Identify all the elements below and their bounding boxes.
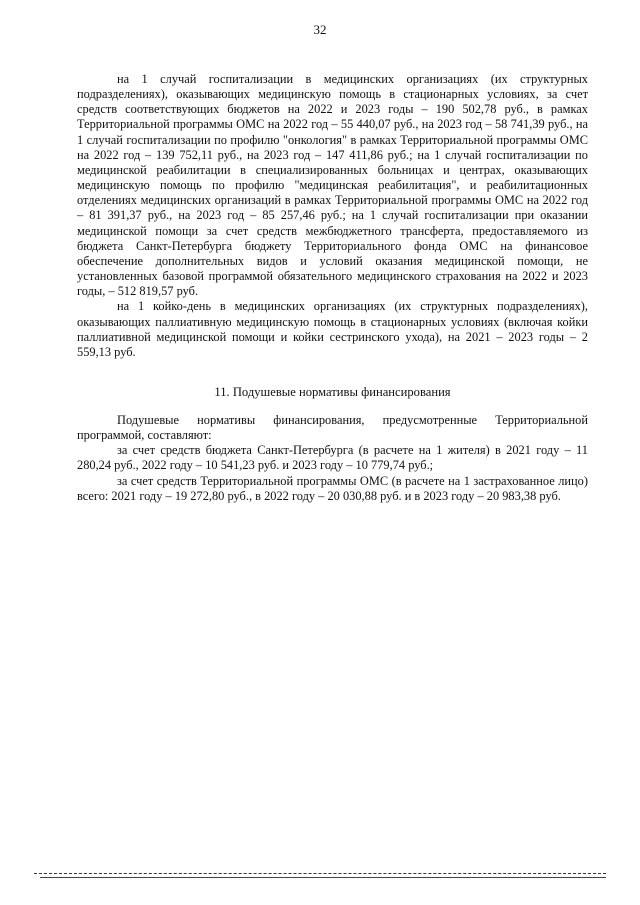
text-block-hospitalization [77,72,588,360]
text-block-per-capita [77,413,588,504]
paragraph: Подушевые нормативы финансирования, предусмотренные Территориальной программой, составляют: [77,413,588,443]
footer-divider [34,873,606,874]
paragraph: на 1 случай госпитализации в медицинских организациях (их структурных подразделениях), оказывающих медицинскую помощь в стационарных условиях, за счет средств соответствующих бюджетов на 2022 и 2023 годы – 190 502,78 руб., в рамках Территориальной программы ОМС на 2022 год – 55 440,07 руб., на 2023 год – 58 741,39 руб., на 1 случай госпитализации по профилю "онкология" в рамках Территориальной программы ОМС на 2022 год – 139 752,11 руб., на 2023 год – 147 411,86 руб.; на 1 случай госпитализации по медицинской реабилитации в специализированных больницах и центрах, оказывающих медицинскую помощь по профилю "медицинская реабилитация", и реабилитационных отделениях медицинских организаций в рамках Территориальной программы ОМС на 2022 год – 81 391,37 руб., на 2023 год – 85 257,46 руб.; на 1 случай госпитализации при оказании медицинской помощи за счет средств межбюджетного трансферта, предоставляемого из бюджета Санкт-Петербурга бюджету Территориального фонда ОМС на финансовое обеспечение дополнительных видов и условий оказания медицинской помощи, не установленных базовой программой обязательного медицинского страхования на 2022 и 2023 годы, – 512 819,57 руб. [77,72,588,299]
section-heading: 11. Подушевые нормативы финансирования [214,385,451,399]
page-number: 32 [313,22,327,37]
paragraph: за счет средств Территориальной программы ОМС (в расчете на 1 застрахованное лицо) всего: 2021 году – 19 272,80 руб., в 2022 году – 20 030,88 руб. и в 2023 году – 20 983,38 руб. [77,473,588,503]
footer-divider [40,877,606,878]
paragraph: на 1 койко-день в медицинских организациях (их структурных подразделениях), оказывающих паллиативную медицинскую помощь в стационарных условиях (включая койки паллиативной медицинской помощи и койки сестринского ухода), на 2021 – 2023 годы – 2 559,13 руб. [77,299,588,359]
paragraph: за счет средств бюджета Санкт-Петербурга (в расчете на 1 жителя) в 2021 году – 11 280,24 руб., 2022 году – 10 541,23 руб. и 2023 году – 10 779,74 руб.; [77,443,588,473]
